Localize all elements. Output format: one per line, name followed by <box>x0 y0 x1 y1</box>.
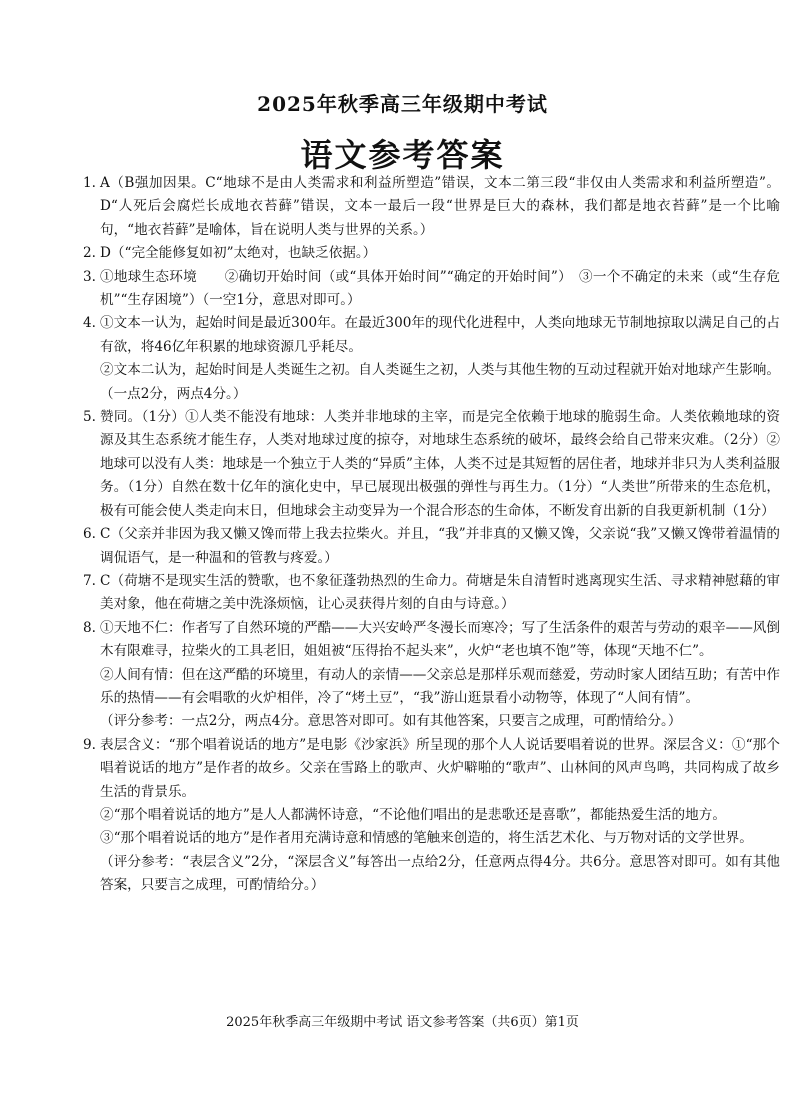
answer-text: 表层含义：“那个唱着说话的地方”是电影《沙家浜》所呈现的那个人人说话要唱着说的世界。深层含义：①“那个唱着说话的地方”是作者的故乡。父亲在雪路上的歌声、火炉噼啪的“歌声”、山林间的风声鸟鸣，共同构成了故乡生活的背景乐。 <box>100 736 780 800</box>
answer-item <box>83 570 780 617</box>
answer-text: D（“完全能修复如初”太绝对，也缺乏依据。） <box>100 245 377 262</box>
answer-text: ①地球生态环境 ②确切开始时间（或“具体开始时间”“确定的开始时间”） ③一个不确定的未来（或“生存危机”“生存困境”）（一空1分，意思对即可。） <box>100 268 780 309</box>
answer-text: ③“那个唱着说话的地方”是作者用充满诗意和情感的笔触来创造的，将生活艺术化、与万物对话的文学世界。 <box>100 830 753 847</box>
answer-number: 4. <box>83 315 96 332</box>
answer-number: 6. <box>83 526 96 543</box>
answer-text: C（父亲并非因为我又懒又馋而带上我去拉柴火。并且，“我”并非真的又懒又馋，父亲说“我”又懒又馋带着温情的调侃语气，是一种温和的管教与疼爱。） <box>100 526 780 566</box>
answer-text: ①文本一认为，起始时间是最近300年。在最近300年的现代化进程中，人类向地球无节制地掠取以满足自己的占有欲，将46亿年积累的地球资源几乎耗尽。 <box>100 315 780 355</box>
answer-text: （评分参考：一点2分，两点4分。意思答对即可。如有其他答案，只要言之成理，可酌情给分。） <box>100 713 682 730</box>
answer-item <box>83 266 780 313</box>
page-footer: 2025年秋季高三年级期中考试 语文参考答案（共6页）第1页 <box>226 1015 579 1030</box>
answer-item <box>83 734 780 898</box>
document-title: 语文参考答案 <box>300 136 505 174</box>
answer-item <box>83 617 780 734</box>
answer-text: ②“那个唱着说话的地方”是人人都满怀诗意，“不论他们唱出的是悲歌还是喜歌”，都能热爱生活的地方。 <box>100 806 726 823</box>
answer-number: 2. <box>83 245 96 262</box>
answer-text: C（荷塘不是现实生活的赞歌，也不象征蓬勃热烈的生命力。荷塘是朱自清暂时逃离现实生活、寻求精神慰藉的审美对象，他在荷塘之美中洗涤烦恼，让心灵获得片刻的自由与诗意。） <box>100 572 780 613</box>
answer-list <box>83 172 780 898</box>
answer-item <box>83 242 780 265</box>
answer-item <box>83 312 780 406</box>
answer-text: ②人间有情：但在这严酷的环境里，有动人的亲情——父亲总是那样乐观而慈爱，劳动时家人团结互助；有苦中作乐的热情——有会唱歌的火炉相伴，冷了“烤土豆”，“我”游山逛景看小动物等，体现了“人间有情”。 <box>100 666 780 706</box>
answer-text: A（B强加因果。C“地球不是由人类需求和利益所塑造”错误，文本二第三段“非仅由人类需求和利益所塑造”。D“人死后会腐烂长成地衣苔藓”错误，文本一最后一段“世界是巨大的森林，我们都是地衣苔藓”是一个比喻句，“地衣苔藓”是喻体，旨在说明人类与世界的关系。） <box>100 175 780 238</box>
answer-item <box>83 406 780 523</box>
answer-number: 7. <box>83 572 96 589</box>
answer-text: 赞同。（1分）①人类不能没有地球：人类并非地球的主宰，而是完全依赖于地球的脆弱生命。人类依赖地球的资源及其生态系统才能生存，人类对地球过度的掠夺，对地球生态系统的破坏，最终会给自己带来灾难。（2分）②地球可以没有人类：地球是一个独立于人类的“异质”主体，人类不过是其短暂的居住者，地球并非只为人类利益服务。（1分）自然在数十亿年的演化史中，早已展现出极强的弹性与再生力。（1分）“人类世”所带来的生态危机，极有可能会使人类走向末日，但地球会主动变异为一个混合形态的生命体，不断发育出新的自我更新机制（1分） <box>100 409 780 519</box>
answer-text: ②文本二认为，起始时间是人类诞生之初。自人类诞生之初，人类与其他生物的互动过程就开始对地球产生影响。（一点2分，两点4分。） <box>100 362 780 402</box>
answer-number: 9. <box>83 736 96 753</box>
answer-number: 1. <box>83 175 96 191</box>
answer-number: 5. <box>83 409 96 426</box>
answer-number: 3. <box>83 268 96 285</box>
answer-text: （评分参考：“表层含义”2分，“深层含义”每答出一点给2分，任意两点得4分。共6分。意思答对即可。如有其他答案，只要言之成理，可酌情给分。） <box>100 853 780 894</box>
answer-text: ①天地不仁：作者写了自然环境的严酷——大兴安岭严冬漫长而寒冷；写了生活条件的艰苦与劳动的艰辛——风倒木有限难寻，拉柴火的工具老旧，姐姐被“压得抬不起头来”，火炉“老也填不饱”等，体现“天地不仁”。 <box>100 619 780 660</box>
answer-item <box>83 523 780 570</box>
answer-number: 8. <box>83 619 96 636</box>
exam-title: 2025年秋季高三年级期中考试 <box>257 92 548 116</box>
answer-item <box>83 172 780 242</box>
